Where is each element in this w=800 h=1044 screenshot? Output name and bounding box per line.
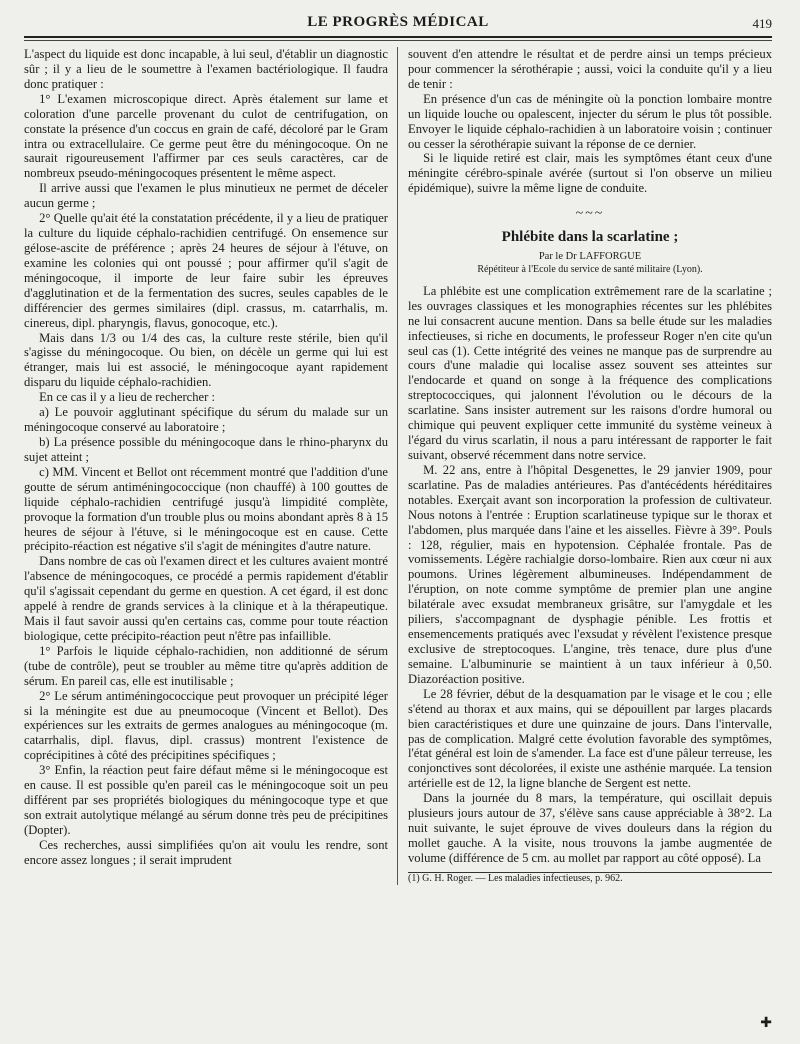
paragraph: 3° Enfin, la réaction peut faire défaut même si le méningocoque est en cause. Il est possible qu'en pareil cas le méningocoque soit un peu différent par ses propriétés biologiques du méningocoque type et que son extrait autolytique mélangé au sérum donne très peu de précipitines (Dopter). — [24, 763, 388, 837]
paragraph: a) Le pouvoir agglutinant spécifique du sérum du malade sur un méningocoque conservé au laboratoire ; — [24, 405, 388, 435]
paragraph: 1° Parfois le liquide céphalo-rachidien, non additionné de sérum (tube de contrôle), peut se troubler au même titre qu'après addition de sérum. En pareil cas, elle est inutilisable ; — [24, 643, 388, 688]
paragraph: Le 28 février, début de la desquamation par le visage et le cou ; elle s'étend au thorax et aux mains, qui se dépouillent par larges placards bien caractéristiques et dure une quinzaine de jours. Dans l'intervalle, pas de complication. Malgré cette évolution favorable des symptômes, l'état général est loin de s'amender. La face est d'une pâleur terreuse, les conjonctives sont décolorées, il existe une asthénie marquée. La tension artérielle est de 12, la ligne blanche de Sergent est nette. — [408, 686, 772, 791]
paragraph: Dans nombre de cas où l'examen direct et les cultures avaient montré l'absence de méningocoques, ce procédé a permis rapidement d'établir qu'il s'agissait cependant du germe en question. A cet égard, il est donc appelé à rendre de grands services à la clinique et à la thérapeutique. Mais il faut savoir aussi qu'en certains cas, comme pour toute réaction biologique, cette précipito-réaction peut n'être pas infaillible. — [24, 554, 388, 643]
article-author: Par le Dr LAFFORGUE — [538, 250, 642, 262]
end-mark: ✚ — [760, 1016, 772, 1031]
paragraph: souvent d'en attendre le résultat et de perdre ainsi un temps précieux pour commencer la sérothérapie ; aussi, voici la conduite qu'il y a lieu de tenir : — [408, 47, 772, 91]
page-header — [24, 10, 772, 38]
paragraph: 2° Quelle qu'ait été la constatation précédente, il y a lieu de pratiquer la culture du liquide céphalo-rachidien centrifugé. On ensemence sur gélose-ascite de préférence ; après 24 heures de séjour à l'étuve, on examine les colonies qui ont poussé ; pour affirmer qu'il s'agit de méningocoque, il importe de leur faire subir les épreuves d'agglutination et de la fermentation des sucres, seules capables de le différencier des germes similaires (dipl. crassus, m. catarrhalis, m. cinereus, dipl. pharyngis, flavus, gonocoque, etc.). — [24, 211, 388, 330]
article-title: Phlébite dans la scarlatine ; — [501, 228, 679, 245]
paragraph: L'aspect du liquide est donc incapable, à lui seul, d'établir un diagnostic sûr ; il y a lieu de le soumettre à l'examen bactériologique. Il faudra donc pratiquer : — [24, 47, 388, 91]
footnote: (1) G. H. Roger. — Les maladies infectieuses, p. 962. — [408, 872, 623, 884]
paragraph: Mais dans 1/3 ou 1/4 des cas, la culture reste stérile, bien qu'il s'agisse du méningocoque. Ou bien, on décèle un germe qui lui est étranger, mais lui est associé, le méningocoque ayant rapidement disparu du liquide céphalo-rachidien. — [24, 330, 388, 390]
right-column — [397, 47, 772, 885]
section-ornament: ~~~ — [575, 206, 605, 222]
page-number: 419 — [752, 16, 772, 31]
paragraph: M. 22 ans, entre à l'hôpital Desgenettes, le 29 janvier 1909, pour scarlatine. Pas de maladies antérieures. Pas d'antécédents héréditaires notables. Exerçait avant son incorporation la profession de cultivateur. Nous notons à l'entrée : Eruption scarlatineuse typique sur le thorax et l'abdomen, plus marquée dans l'aine et les aisselles. Fièvre à 39°. Pouls : 128, régulier, mais en hypotension. Céphalée frontale. Pas de vomissements. Légère rachialgie dorso-lombaire. Rien aux cœur ni aux poumons. Urines légèrement albumineuses. Indépendamment de l'éruption, on note comme symptôme de premier plan une angine bilatérale avec exsudat membraneux grisâtre, sur l'amygdale et les piliers, s'accompagnant de dysphagie pénible. Les frottis et ensemencements pratiqués avec l'exsudat y révèlent l'existence presque exclusive de streptocoques. L'angine, très tenace, dure plus d'une semaine. L'albuminurie se maintient à un taux inférieur à 0,50. Diazoréaction positive. — [408, 462, 772, 686]
paragraph: La phlébite est une complication extrêmement rare de la scarlatine ; les ouvrages classiques et les monographies récentes sur les phlébites ne lui consacrent aucune mention. Dans sa belle étude sur les maladies infectieuses, si riche en documents, le professeur Roger n'en cite qu'un seul cas (1). Cette intégrité des veines ne manque pas de surprendre au cours d'une maladie qui localise assez souvent ses atteintes sur l'endocarde et quand on songe à la fréquence des complications streptococciques, qui jalonnent l'évolution ou le décours de la scarlatine. Sans insister autrement sur les raisons d'ordre humoral ou chimique qui peuvent expliquer cette immunité du système veineux à l'égard du virus scarlatin, il nous a paru intéressant de rapporter le fait suivant, observé récemment dans notre service. — [408, 283, 772, 462]
header-rule — [24, 40, 772, 41]
paragraph: 1° L'examen microscopique direct. Après étalement sur lame et coloration d'une parcelle provenant du culot de centrifugation, on constate la présence d'un coccus en grain de café, décoloré par le Gram intra ou extracellulaire. Ce germe peut être du méningocoque. On ne saurait rigoureusement l'affirmer par ces seuls caractères, car de nombreux pseudo-méningocoques présentent le même aspect. — [24, 91, 388, 181]
paragraph: b) La présence possible du méningocoque dans le rhino-pharynx du sujet atteint ; — [24, 434, 388, 464]
left-column — [24, 47, 397, 885]
paragraph: c) MM. Vincent et Bellot ont récemment montré que l'addition d'une goutte de sérum antiméningococcique (non chauffé) à 100 gouttes de liquide céphalo-rachidien centrifugé jusqu'à limpidité complète, provoque la formation d'un trouble plus ou moins abondant après 8 à 15 heures de séjour à l'étuve, si le méningocoque est en cause. Cette précipito-réaction est négative s'il s'agit de méningites d'autre nature. — [24, 464, 388, 554]
paragraph: 2° Le sérum antiméningococcique peut provoquer un précipité léger si la méningite est due au pneumocoque (Vincent et Bellot). Des expériences sur les extraits de germes analogues au méningocoque (m. catarrhalis, dipl. flavus, dipl. crassus) montrent l'existence de coprécipitines à côté des précipitines spécifiques ; — [24, 688, 388, 763]
article-affiliation: Répétiteur à l'Ecole du service de santé militaire (Lyon). — [477, 264, 703, 275]
paragraph: Si le liquide retiré est clair, mais les symptômes étant ceux d'une méningite cérébro-spinale avérée (surtout si l'on observe un milieu épidémique), suivre la même ligne de conduite. — [408, 151, 772, 196]
text-columns — [24, 47, 772, 885]
paragraph: En présence d'un cas de méningite où la ponction lombaire montre un liquide louche ou opalescent, injecter du sérum le plus tôt possible. Envoyer le liquide céphalo-rachidien à un laboratoire voisin ; continuer ou cesser la sérothérapie suivant la réponse de ce dernier. — [408, 91, 772, 151]
journal-title: LE PROGRÈS MÉDICAL — [307, 14, 489, 30]
paragraph: Dans la journée du 8 mars, la température, qui oscillait depuis plusieurs jours autour de 37, s'élève sans cause appréciable à 38°2. La nuit suivante, le sujet éprouve de vives douleurs dans la région du mollet gauche. A la visite, nous trouvons la jambe augmentée de volume (différence de 5 cm. au mollet par rapport au côté opposé). La — [408, 791, 772, 865]
paragraph: En ce cas il y a lieu de rechercher : — [39, 390, 215, 405]
paragraph: Il arrive aussi que l'examen le plus minutieux ne permet de déceler aucun germe ; — [24, 181, 388, 211]
paragraph: Ces recherches, aussi simplifiées qu'on ait voulu les rendre, sont encore assez longues ; il serait imprudent — [24, 837, 388, 867]
